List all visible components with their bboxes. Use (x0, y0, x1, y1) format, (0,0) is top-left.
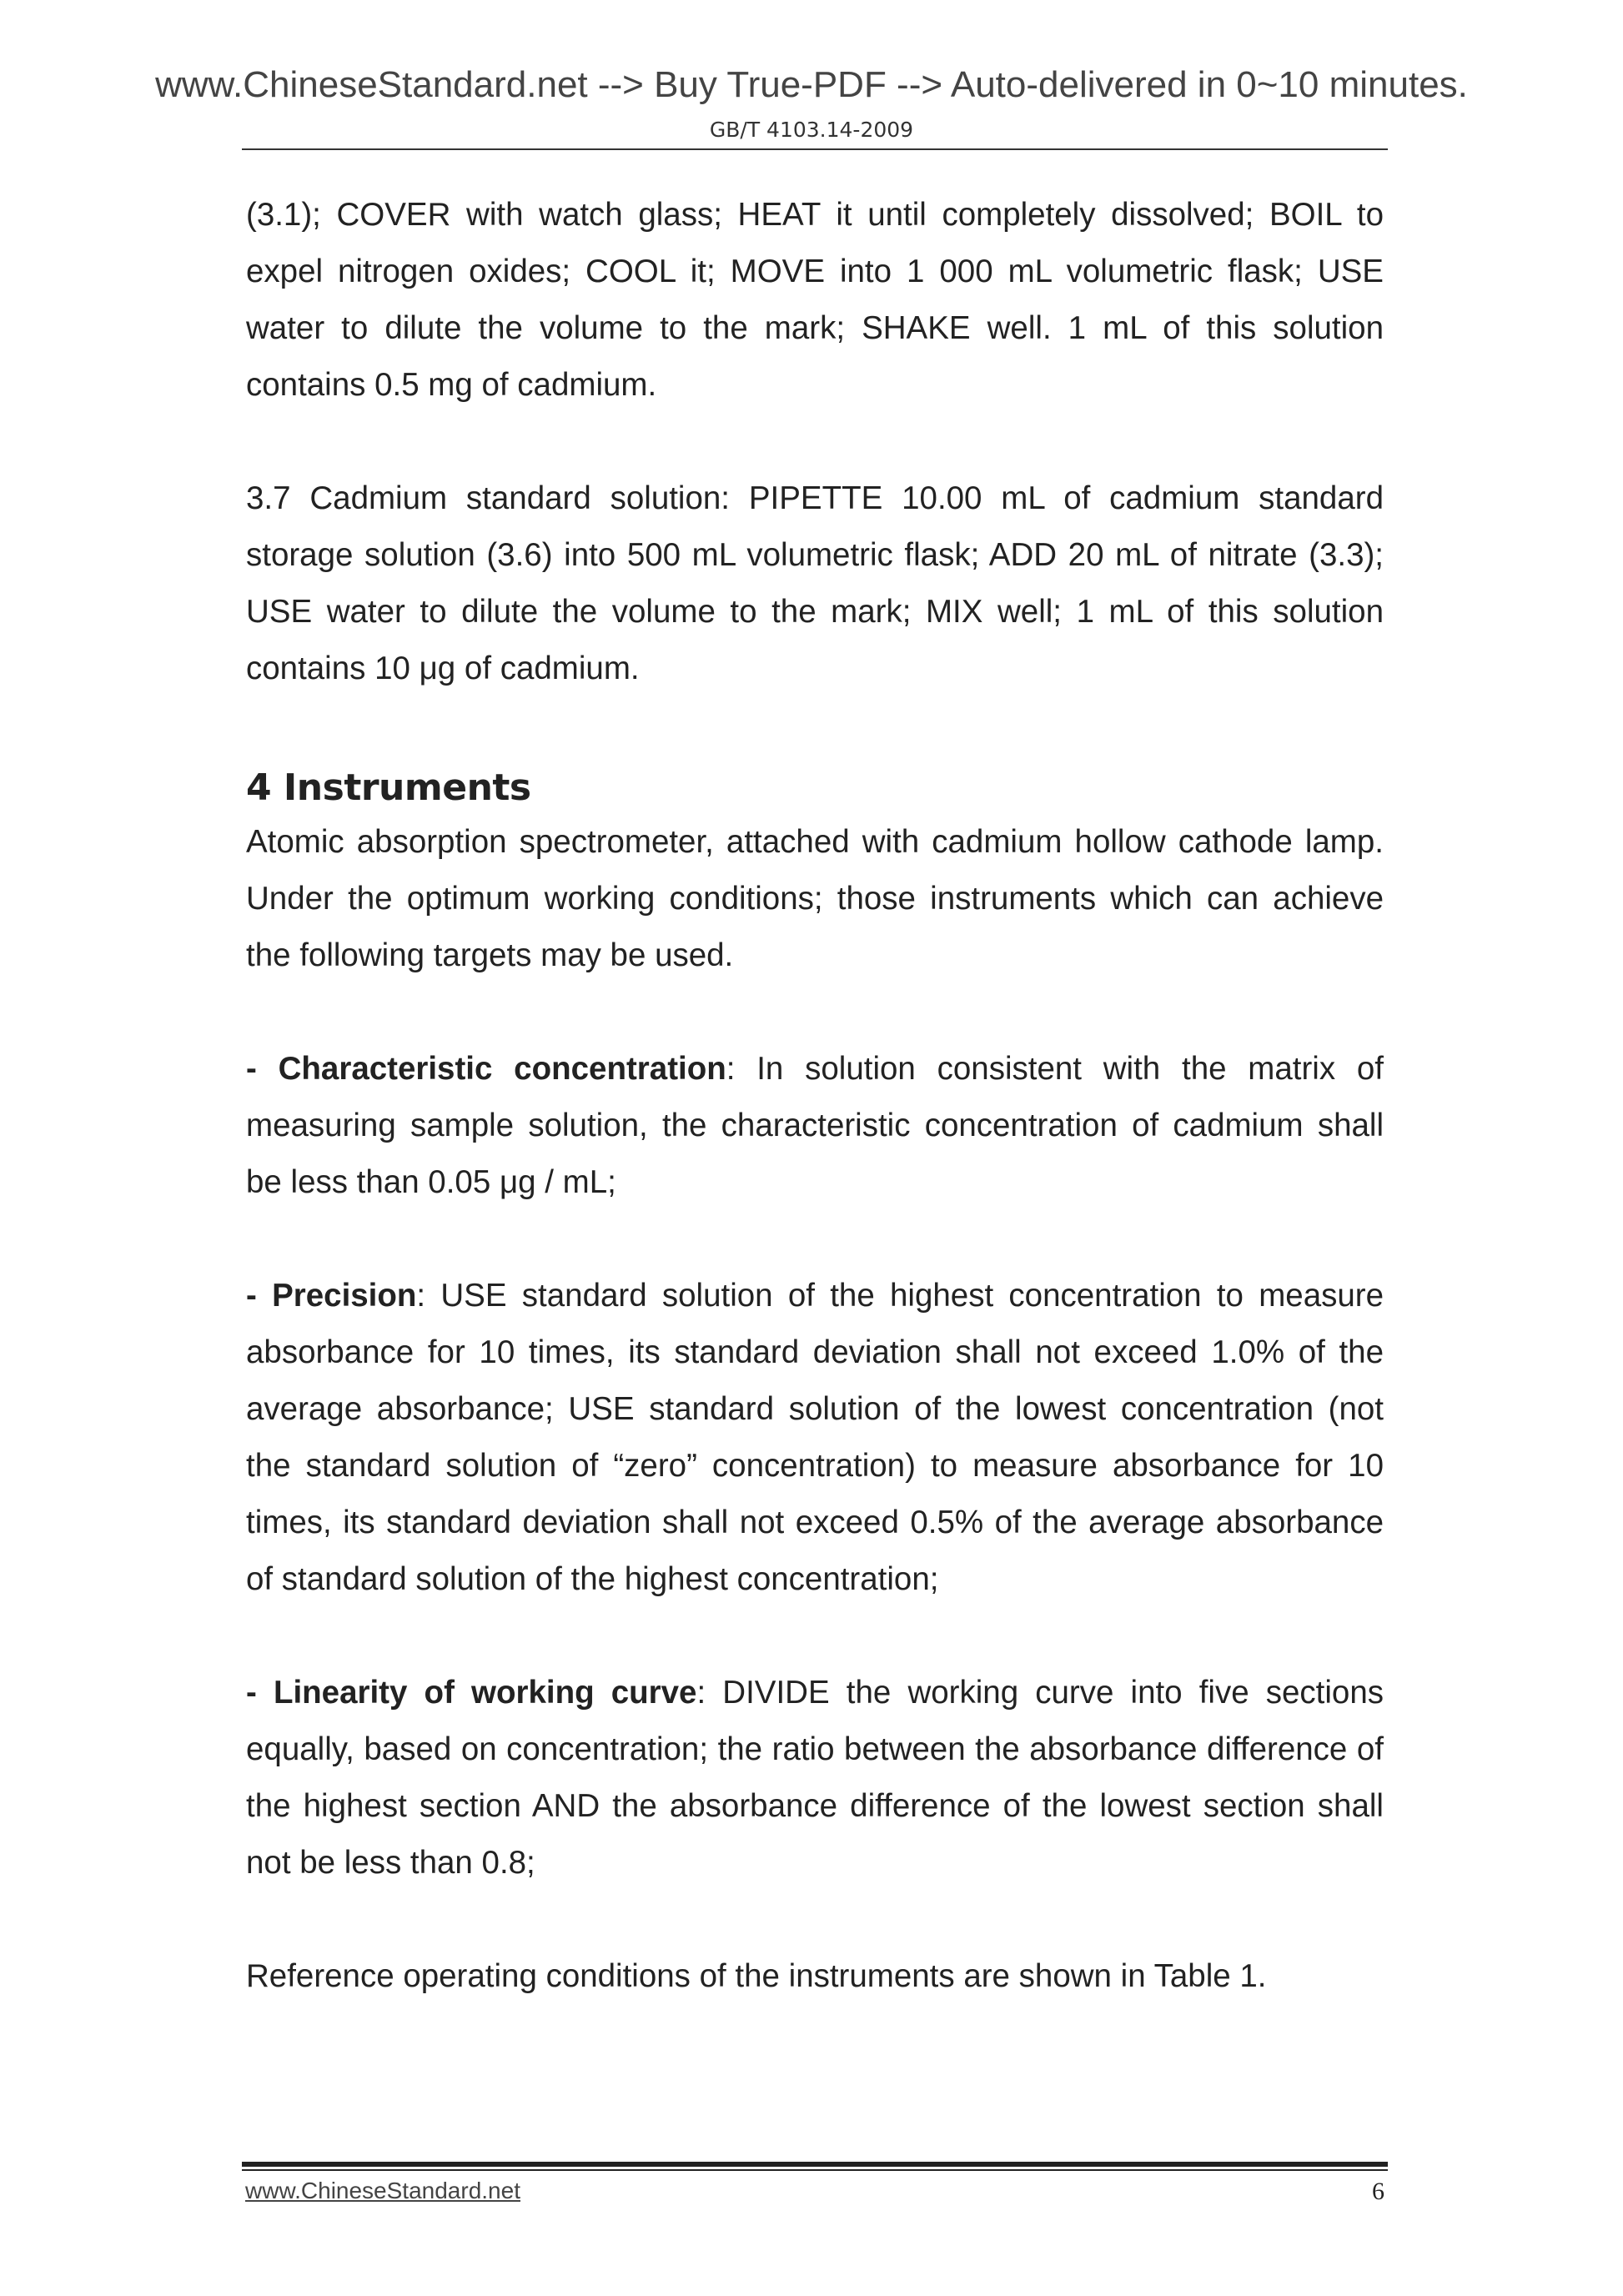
standard-code: GB/T 4103.14-2009 (709, 118, 914, 142)
paragraph-characteristic-concentration (246, 1041, 1384, 1211)
page-number: 6 (1372, 2178, 1384, 2205)
paragraph-linearity (246, 1665, 1384, 1892)
section-heading-instruments: 4 Instruments (246, 766, 531, 809)
footer-site-link[interactable]: www.ChineseStandard.net (245, 2178, 520, 2203)
paragraph-precision (246, 1268, 1384, 1608)
header-divider (242, 148, 1388, 150)
paragraph-instruments: Atomic absorption spectrometer, attached with cadmium hollow cathode lamp. Under the optimum working conditions; those instruments which can achieve the following targets may be used. (246, 824, 1384, 973)
paragraph-reference: Reference operating conditions of the instruments are shown in Table 1. (246, 1958, 1267, 1994)
characteristic-concentration-label: - Characteristic concentration (246, 1051, 726, 1087)
linearity-text: : DIVIDE the working curve into five sections equally, based on concentration; the ratio between the absorbance difference of the highest section AND the absorbance difference of the lowest section shall not be less than 0.8; (246, 1675, 1384, 1881)
footer-divider-thin (242, 2169, 1388, 2171)
site-banner: www.ChineseStandard.net --> Buy True-PDF --> Auto-delivered in 0~10 minutes. (155, 64, 1468, 105)
footer-divider-thick (242, 2162, 1388, 2167)
precision-label: - Precision (246, 1278, 417, 1314)
document-body (246, 187, 1384, 2005)
linearity-label: - Linearity of working curve (246, 1675, 697, 1711)
paragraph-3-7: 3.7 Cadmium standard solution: PIPETTE 10.00 mL of cadmium standard storage solution (3.6) into 500 mL volumetric flask; ADD 20 mL of nitrate (3.3); USE water to dilute the volume to the mark; MIX well; 1 mL of this solution contains 10 μg of cadmium. (246, 480, 1384, 686)
paragraph-continuation: (3.1); COVER with watch glass; HEAT it until completely dissolved; BOIL to expel nitrogen oxides; COOL it; MOVE into 1 000 mL volumetric flask; USE water to dilute the volume to the mark; SHAKE well. 1 mL of this solution contains 0.5 mg of cadmium. (246, 197, 1384, 403)
characteristic-concentration-text: : In solution consistent with the matrix of measuring sample solution, the characteristic concentration of cadmium shall be less than 0.05 μg / mL; (246, 1051, 1384, 1200)
precision-text: : USE standard solution of the highest concentration to measure absorbance for 10 times, its standard deviation shall not exceed 1.0% of the average absorbance; USE standard solution of the lowest concentration (not the standard solution of “zero” concentration) to measure absorbance for 10 times, its standard deviation shall not exceed 0.5% of the average absorbance of standard solution of the highest concentration; (246, 1278, 1384, 1597)
